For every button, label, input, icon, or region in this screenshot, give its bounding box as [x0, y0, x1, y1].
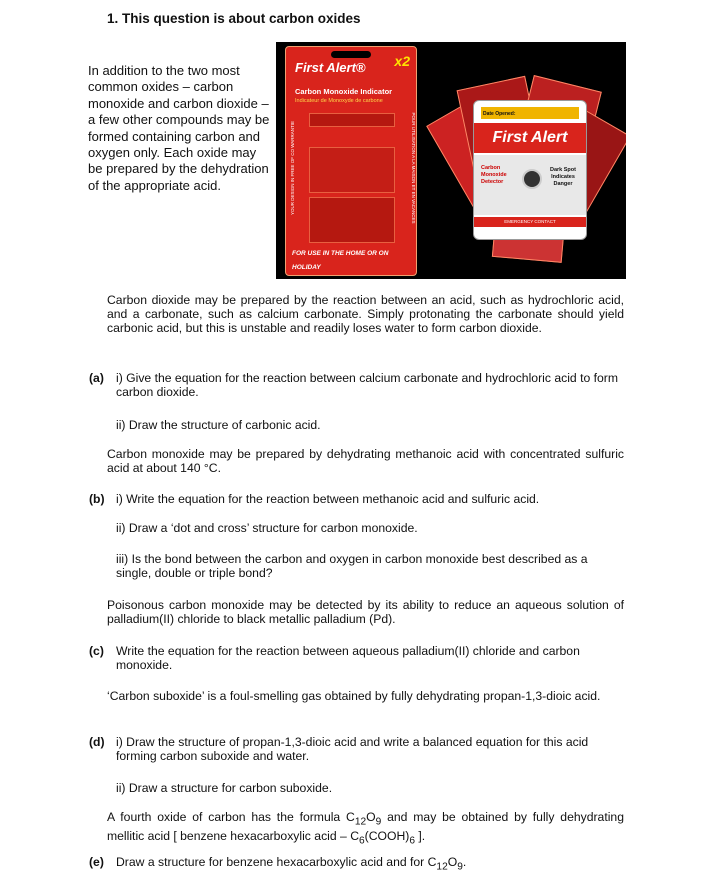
- pack-count: x2: [394, 53, 410, 69]
- card-subtitle: Indicateur de Monoxyde de carbone: [295, 98, 383, 104]
- card-brand: First Alert®: [295, 60, 366, 75]
- part-d-ii: ii) Draw a structure for carbon suboxide.: [116, 781, 333, 795]
- part-d-label: (d): [89, 735, 105, 749]
- part-d-i: i) Draw the structure of propan-1,3-dioic acid and write a balanced equation for this acid forming carbon suboxide and water.: [116, 735, 589, 763]
- card-info-box: [309, 113, 395, 127]
- detector-unit: [473, 100, 587, 240]
- part-a-label: (a): [89, 371, 104, 385]
- detector-brand: First Alert: [474, 123, 586, 153]
- question-title: 1. This question is about carbon oxides: [107, 11, 361, 26]
- card-title: Carbon Monoxide Indicator: [295, 87, 393, 96]
- detector-co-label: Carbon Monoxide Detector: [481, 165, 507, 185]
- part-e-text: Draw a structure for benzene hexacarboxylic acid and for $C_{12}O_9$.: [116, 855, 467, 873]
- card-info-box: [309, 197, 395, 243]
- card-info-box: [309, 147, 395, 193]
- part-a-i: i) Give the equation for the reaction between calcium carbonate and hydrochloric acid to form carbon dioxide.: [116, 371, 618, 399]
- part-b-iii: iii) Is the bond between the carbon and oxygen in carbon monoxide best described as a single, double or triple bond?: [116, 552, 588, 580]
- part-a-ii: ii) Draw the structure of carbonic acid.: [116, 418, 321, 432]
- card-usage-text: FOR USE IN THE HOME OR ON HOLIDAY: [292, 250, 389, 271]
- paragraph-mellitic: A fourth oxide of carbon has the formula $C_{12}O_9$ and may be obtained by fully dehydrating mellitic acid [ benzene hexacarboxylic acid – $C_6(COOH)_6$ ].: [107, 810, 624, 847]
- detector-spot-label: Dark Spot Indicates Danger: [550, 167, 576, 187]
- part-e-label: (e): [89, 855, 104, 869]
- paragraph-co2: Carbon dioxide may be prepared by the reaction between an acid, such as hydrochloric acid, and a carbonate, such as calcium carbonate. Simply protonating the carbonate should yield carbonic acid, but this is unstable and readily loses water to form carbon dioxide.: [107, 293, 624, 335]
- date-opened-label: Date Opened:: [481, 107, 579, 119]
- card-side-text-left: YOUR DESIGN IN FREE OF CO WARRANTIE: [290, 120, 295, 216]
- part-c-label: (c): [89, 644, 104, 658]
- hang-hole: [331, 51, 371, 58]
- part-c-text: Write the equation for the reaction between aqueous palladium(II) chloride and carbon monoxide.: [116, 644, 580, 672]
- intro-paragraph: In addition to the two most common oxides – carbon monoxide and carbon dioxide – a few other compounds may be formed containing carbon and oxygen only. Each oxide may be prepared by the dehydration of the appropriate acid.: [88, 63, 270, 193]
- detector-body: [474, 155, 586, 215]
- emergency-contact-strip: EMERGENCY CONTACT: [474, 217, 586, 227]
- sensor-spot-icon: [522, 169, 542, 189]
- co-detector-photo: [276, 42, 626, 279]
- paragraph-suboxide: ‘Carbon suboxide’ is a foul-smelling gas obtained by fully dehydrating propan-1,3-dioic acid.: [107, 689, 601, 703]
- part-b-i: i) Write the equation for the reaction between methanoic acid and sulfuric acid.: [116, 492, 540, 506]
- paragraph-co: Carbon monoxide may be prepared by dehydrating methanoic acid with concentrated sulfuric acid at about 140 °C.: [107, 447, 624, 475]
- indicator-card: [285, 46, 417, 276]
- card-side-text-right: POUR UTILISATION A LA MAISON ET EN VACANCES: [411, 112, 416, 224]
- paragraph-detection: Poisonous carbon monoxide may be detected by its ability to reduce an aqueous solution of palladium(II) chloride to black metallic palladium (Pd).: [107, 598, 624, 626]
- part-b-ii: ii) Draw a ‘dot and cross’ structure for carbon monoxide.: [116, 521, 418, 535]
- part-b-label: (b): [89, 492, 105, 506]
